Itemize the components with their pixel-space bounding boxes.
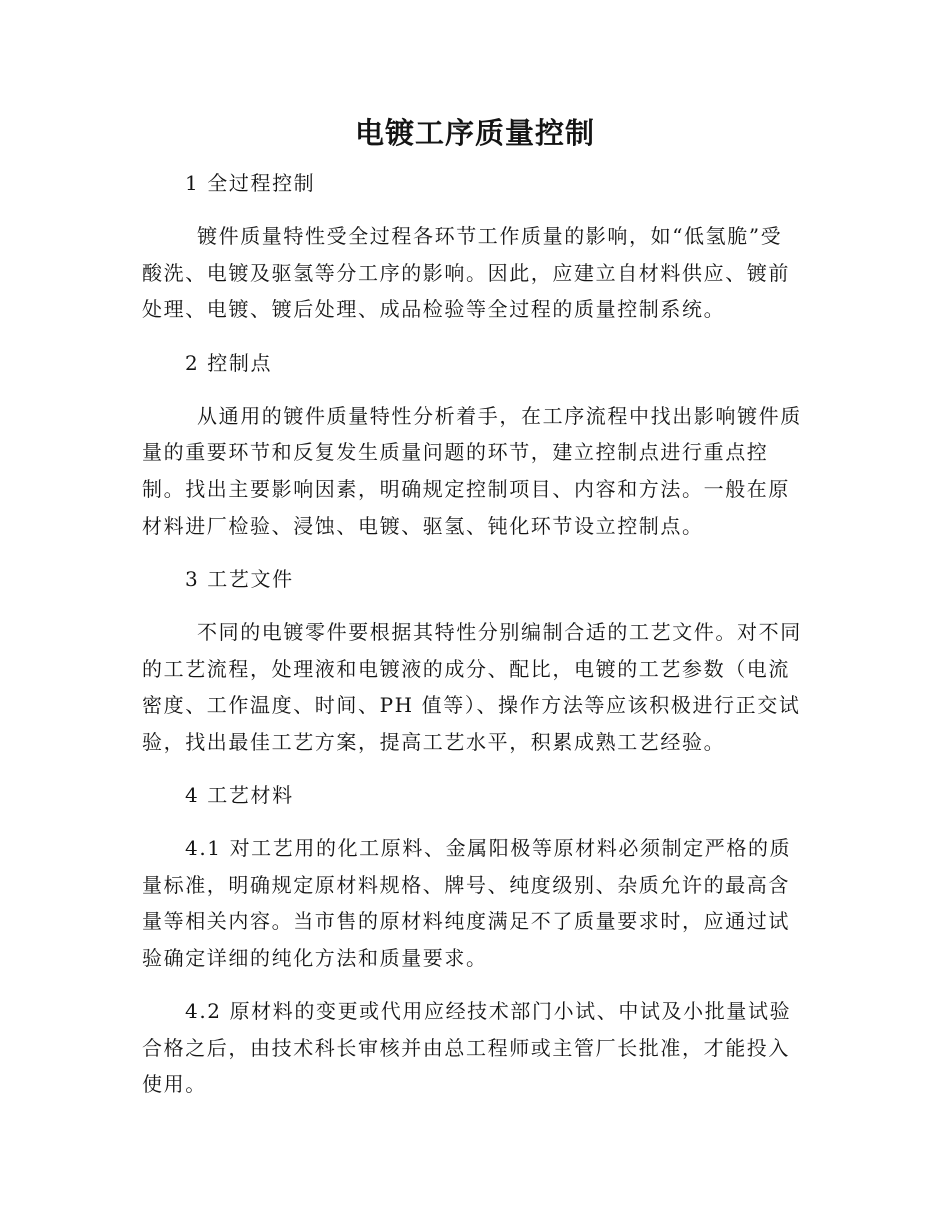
paragraph-4-2 bbox=[142, 993, 842, 1103]
paragraph-line: 4.2 原材料的变更或代用应经技术部门小试、中试及小批量试验 bbox=[185, 999, 792, 1024]
paragraph-2 bbox=[142, 398, 842, 544]
paragraph-line: 酸洗、电镀及驱氢等分工序的影响。因此，应建立自材料供应、镀前 bbox=[142, 260, 790, 285]
section-heading-4: 4 工艺材料 bbox=[185, 782, 294, 807]
paragraph-line: 量标准，明确规定原材料规格、牌号、纯度级别、杂质允许的最高含 bbox=[142, 872, 790, 897]
paragraph-line: 量等相关内容。当市售的原材料纯度满足不了质量要求时，应通过试 bbox=[142, 909, 790, 934]
paragraph-4-1 bbox=[142, 830, 842, 976]
section-heading-3: 3 工艺文件 bbox=[185, 566, 294, 591]
paragraph-line: 镀件质量特性受全过程各环节工作质量的影响，如“低氢脆”受 bbox=[197, 224, 783, 249]
paragraph-line: 使用。 bbox=[142, 1072, 207, 1097]
paragraph-line: 密度、工作温度、时间、PH 值等）、操作方法等应该积极进行正交试 bbox=[142, 693, 801, 718]
paragraph-line: 合格之后，由技术科长审核并由总工程师或主管厂长批准，才能投入 bbox=[142, 1035, 790, 1060]
paragraph-line: 从通用的镀件质量特性分析着手，在工序流程中找出影响镀件质 bbox=[197, 403, 802, 428]
paragraph-line: 不同的电镀零件要根据其特性分别编制合适的工艺文件。对不同 bbox=[197, 619, 802, 644]
paragraph-1 bbox=[142, 218, 842, 328]
document-body bbox=[142, 165, 842, 1119]
paragraph-line: 量的重要环节和反复发生质量问题的环节，建立控制点进行重点控 bbox=[142, 440, 769, 465]
paragraph-line: 4.1 对工艺用的化工原料、金属阳极等原材料必须制定严格的质 bbox=[185, 836, 792, 861]
paragraph-line: 验，找出最佳工艺方案，提高工艺水平，积累成熟工艺经验。 bbox=[142, 729, 726, 754]
paragraph-3 bbox=[142, 614, 842, 760]
paragraph-line: 制。找出主要影响因素，明确规定控制项目、内容和方法。一般在原 bbox=[142, 476, 790, 501]
section-heading-2: 2 控制点 bbox=[185, 350, 273, 375]
paragraph-line: 的工艺流程，处理液和电镀液的成分、配比，电镀的工艺参数（电流 bbox=[142, 656, 790, 681]
section-heading-1: 1 全过程控制 bbox=[185, 171, 316, 195]
document-title: 电镀工序质量控制 bbox=[354, 116, 595, 150]
paragraph-line: 处理、电镀、镀后处理、成品检验等全过程的质量控制系统。 bbox=[142, 297, 726, 322]
paragraph-line: 验确定详细的纯化方法和质量要求。 bbox=[142, 945, 488, 970]
paragraph-line: 材料进厂检验、浸蚀、电镀、驱氢、钝化环节设立控制点。 bbox=[142, 513, 704, 538]
